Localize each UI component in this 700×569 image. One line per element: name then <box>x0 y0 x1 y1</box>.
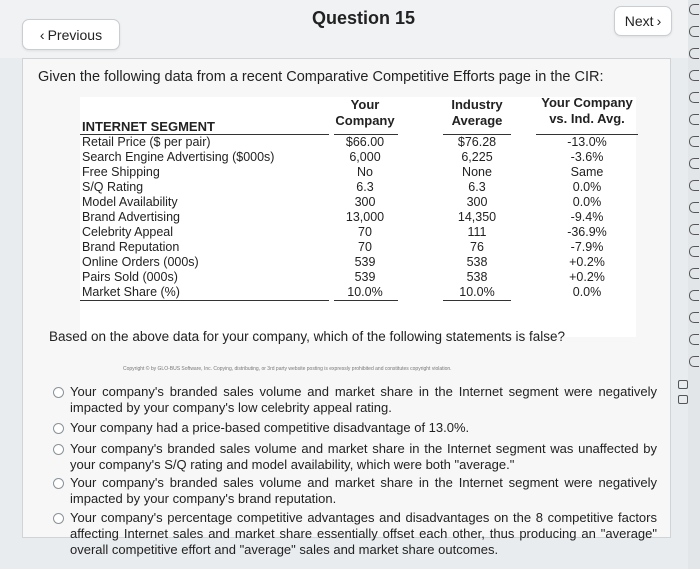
answer-option-text: Your company's branded sales volume and market share in the Internet segment were negatively impacted by your company's brand reputation. <box>70 475 657 506</box>
table-row <box>80 180 636 195</box>
row-label: Search Engine Advertising ($000s) <box>82 150 275 164</box>
answer-option-text: Your company's branded sales volume and market share in the Internet segment was unaffected by your company's S/Q rating and model availability, which were both "average." <box>70 441 657 472</box>
row-label: Celebrity Appeal <box>82 225 174 239</box>
next-button[interactable] <box>614 6 672 36</box>
table-row <box>80 150 636 165</box>
answer-option-2[interactable] <box>53 420 657 436</box>
question-marker-icon <box>689 356 699 367</box>
answer-option-1[interactable] <box>53 384 657 416</box>
row-vs: Same <box>570 165 604 179</box>
chevron-left-icon: ‹ <box>39 26 45 43</box>
row-industry: 14,350 <box>457 210 497 224</box>
question-marker-icon <box>689 202 699 213</box>
question-marker-icon <box>689 92 699 103</box>
row-vs: -7.9% <box>570 240 604 254</box>
answer-option-3[interactable] <box>53 441 657 473</box>
question-marker-icon <box>689 180 699 191</box>
row-vs: +0.2% <box>569 270 605 284</box>
row-vs: -3.6% <box>570 150 604 164</box>
row-vs: -9.4% <box>570 210 604 224</box>
answer-option-4[interactable] <box>53 475 657 507</box>
row-company: $66.00 <box>345 135 385 149</box>
col-header-vs-avg <box>532 95 642 127</box>
table-bottom-line-label <box>80 300 329 301</box>
row-industry: 111 <box>467 225 487 239</box>
question-marker-icon <box>689 4 699 15</box>
row-company: 539 <box>354 255 376 269</box>
question-marker-icon <box>689 246 699 257</box>
previous-label: Previous <box>47 26 103 43</box>
row-vs: +0.2% <box>569 255 605 269</box>
row-company: 539 <box>354 270 376 284</box>
side-navigator-strip <box>688 0 700 569</box>
previous-button[interactable] <box>22 19 120 50</box>
row-company: 70 <box>358 225 372 239</box>
radio-button[interactable] <box>53 513 64 524</box>
row-vs: 0.0% <box>572 285 602 299</box>
col-header-vs-line2: vs. Ind. Avg. <box>549 111 625 126</box>
link-icon <box>678 395 688 404</box>
question-marker-icon <box>689 334 699 345</box>
copyright-notice: Copyright © by GLO-BUS Software, Inc. Copying, distributing, or 3rd party website posting is expressly prohibited and constitutes copyright violation. <box>123 366 452 372</box>
radio-button[interactable] <box>53 423 64 434</box>
table-row <box>80 285 636 300</box>
row-vs: -13.0% <box>567 135 607 149</box>
intro-text: Given the following data from a recent Comparative Competitive Efforts page in the CIR: <box>38 69 604 85</box>
row-industry: 76 <box>470 240 484 254</box>
row-company: 70 <box>358 240 372 254</box>
row-label: Market Share (%) <box>82 285 180 299</box>
row-vs: 0.0% <box>572 195 602 209</box>
row-industry: None <box>462 165 492 179</box>
question-marker-icon <box>689 268 699 279</box>
answer-option-5[interactable] <box>53 510 657 558</box>
question-text: Based on the above data for your company, which of the following statements is false? <box>49 329 566 344</box>
row-label: Online Orders (000s) <box>82 255 199 269</box>
row-industry: 6.3 <box>468 180 486 194</box>
question-marker-icon <box>689 224 699 235</box>
row-industry: 538 <box>466 255 488 269</box>
question-marker-icon <box>689 70 699 81</box>
next-label: Next <box>624 13 654 29</box>
radio-button[interactable] <box>53 478 64 489</box>
question-marker-icon <box>689 136 699 147</box>
link-icon <box>678 380 688 389</box>
question-marker-icon <box>689 290 699 301</box>
col-header-industry-line1: Industry <box>451 97 503 112</box>
row-industry: 300 <box>466 195 488 209</box>
row-label: Retail Price ($ per pair) <box>82 135 211 149</box>
row-industry: 538 <box>466 270 488 284</box>
chevron-right-icon: › <box>656 13 662 29</box>
radio-button[interactable] <box>53 387 64 398</box>
col-header-company <box>330 97 400 129</box>
row-vs: 0.0% <box>572 180 602 194</box>
table-row <box>80 240 636 255</box>
answer-option-text: Your company had a price-based competitive disadvantage of 13.0%. <box>70 420 470 435</box>
row-vs: -36.9% <box>567 225 607 239</box>
table-row <box>80 255 636 270</box>
row-label: Free Shipping <box>82 165 160 179</box>
segment-header: INTERNET SEGMENT <box>82 119 215 134</box>
row-company: No <box>357 165 373 179</box>
table-row <box>80 210 636 225</box>
table-row <box>80 270 636 285</box>
row-label: Brand Advertising <box>82 210 180 224</box>
row-label: Pairs Sold (000s) <box>82 270 178 284</box>
table-row <box>80 195 636 210</box>
col-header-vs-line1: Your Company <box>541 95 633 110</box>
question-panel <box>22 58 671 557</box>
row-industry: $76.28 <box>457 135 497 149</box>
col-header-industry-line2: Average <box>451 113 503 128</box>
competitive-efforts-table <box>80 97 636 337</box>
question-title: Question 15 <box>312 8 416 28</box>
question-marker-icon <box>689 48 699 59</box>
answer-option-text: Your company's branded sales volume and market share in the Internet segment were negatively impacted by your company's low celebrity appeal rating. <box>70 384 657 415</box>
row-label: Model Availability <box>82 195 178 209</box>
answer-option-text: Your company's percentage competitive advantages and disadvantages on the 8 competitive factors affecting Internet sales and market share essentially offset each other, thus producing an "average" overall competitive effort and "average" sales and market share outcomes. <box>70 510 657 557</box>
col-header-company-line1: Your <box>350 97 380 112</box>
row-company: 13,000 <box>345 210 385 224</box>
question-marker-icon <box>689 312 699 323</box>
table-row <box>80 225 636 240</box>
row-company: 6.3 <box>356 180 374 194</box>
table-row <box>80 165 636 180</box>
question-marker-icon <box>689 158 699 169</box>
row-company: 10.0% <box>347 285 383 299</box>
table-bottom-line-company <box>334 300 398 301</box>
question-marker-icon <box>689 114 699 125</box>
table-bottom-line-industry <box>443 300 511 301</box>
row-company: 300 <box>354 195 376 209</box>
col-header-company-line2: Company <box>335 113 395 128</box>
row-industry: 10.0% <box>459 285 495 299</box>
row-label: Brand Reputation <box>82 240 180 254</box>
row-company: 6,000 <box>349 150 381 164</box>
table-row <box>80 135 636 150</box>
question-marker-icon <box>689 26 699 37</box>
row-label: S/Q Rating <box>82 180 144 194</box>
radio-button[interactable] <box>53 444 64 455</box>
col-header-industry <box>437 97 517 129</box>
row-industry: 6,225 <box>461 150 493 164</box>
